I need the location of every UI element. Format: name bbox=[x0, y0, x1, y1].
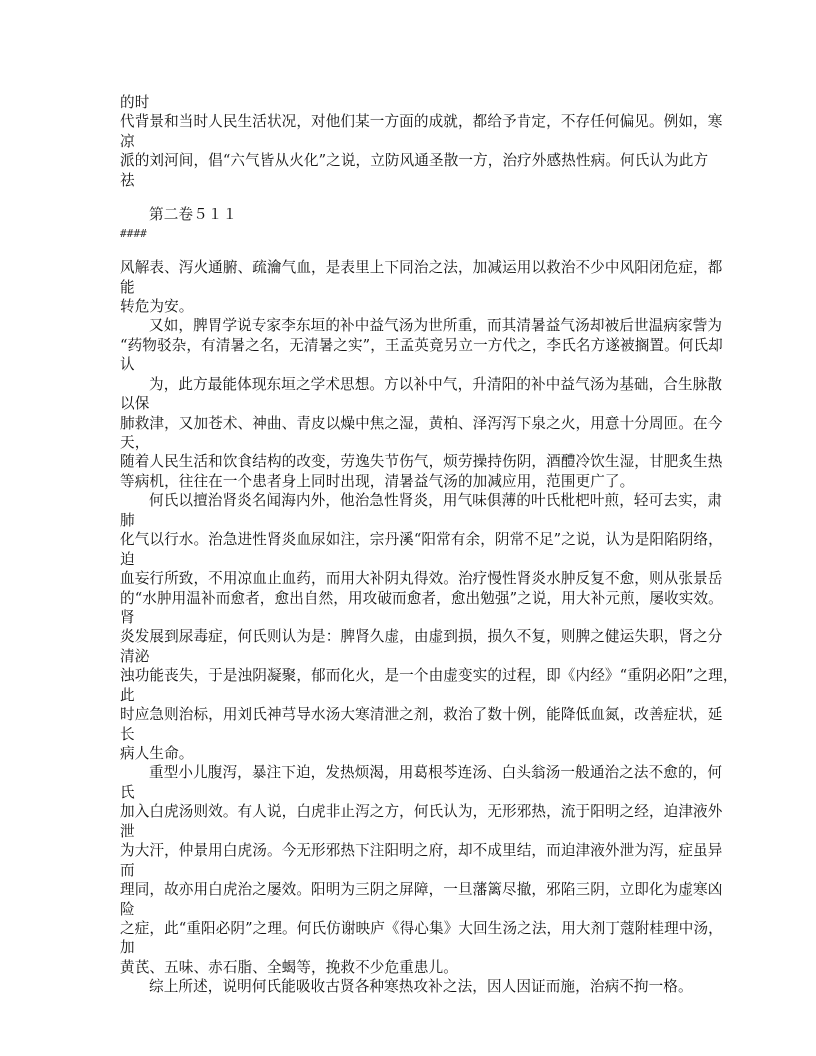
text-line: 险 bbox=[120, 900, 135, 918]
text-line: 为大汗，仲景用白虎汤。今无形邪热下注阳明之府，却不成里结，而迫津液外泄为泻，症虽异 bbox=[120, 842, 723, 860]
paragraph-start: 重型小儿腹泻，暴注下迫，发热烦渴，用葛根芩连汤、白头翁汤一般通治之法不愈的，何 bbox=[149, 764, 723, 782]
separator-marker: #### bbox=[120, 227, 147, 241]
text-line: “药物驳杂，有清暑之名，无清暑之实”，王孟英竟另立一方代之，李氏名方遂被搁置。何氏却 bbox=[120, 336, 723, 354]
text-line: 加入白虎汤则效。有人说，白虎非止泻之方，何氏认为，无形邪热，流于阳明之经，迫津液外 bbox=[120, 803, 723, 821]
text-line: 派的刘河间，倡“六气皆从火化”之说，立防风通圣散一方，治疗外感热性病。何氏认为此方 bbox=[120, 152, 709, 170]
text-line: 长 bbox=[120, 725, 135, 743]
text-line: 加 bbox=[120, 939, 135, 957]
text-line: 的时 bbox=[120, 94, 150, 111]
paragraph-start: 何氏以擅治肾炎名闻海内外，他治急性肾炎，用气味俱薄的叶氏枇杷叶煎，轻可去实，肃 bbox=[149, 492, 723, 510]
paragraph-start: 又如，脾胃学说专家李东垣的补中益气汤为世所重，而其清暑益气汤却被后世温病家訾为 bbox=[149, 317, 723, 335]
text-line: 认 bbox=[120, 356, 135, 374]
text-line: 迫 bbox=[120, 550, 135, 568]
paragraph-start: 综上所述，说明何氏能吸收古贤各种寒热攻补之法，因人因证而施，治病不拘一格。 bbox=[149, 978, 693, 996]
text-line: 肺救津，又加苍术、神曲、青皮以燥中焦之湿，黄柏、泽泻泻下泉之火，用意十分周匝。在今 bbox=[120, 414, 723, 432]
text-line: 血妄行所致，不用凉血止血药，而用大补阴丸得效。治疗慢性肾炎水肿反复不愈，则从张景岳 bbox=[120, 570, 723, 588]
text-line: 之症，此“重阳必阴”之理。何氏仿谢映庐《得心集》大回生汤之法，用大剂丁蔻附桂理中汤， bbox=[120, 919, 723, 937]
text-line: 清泌 bbox=[120, 647, 150, 665]
text-line: 理同，故亦用白虎治之屡效。阳明为三阴之屏障，一旦藩篱尽撤，邪陷三阴，立即化为虚寒凶 bbox=[120, 881, 723, 899]
text-line: 黄芪、五味、赤石脂、全蝎等，挽救不少危重患儿。 bbox=[120, 958, 458, 976]
text-line: 等病机，往往在一个患者身上同时出现，清暑益气汤的加减应用，范围更广了。 bbox=[120, 472, 635, 490]
page-header: 第二卷５１１ bbox=[149, 205, 238, 223]
text-line: 祛 bbox=[120, 171, 135, 189]
text-line: 肾 bbox=[120, 608, 135, 626]
text-line: 代背景和当时人民生活状况，对他们某一方面的成就，都给予肯定，不存任何偏见。例如，寒 bbox=[120, 113, 723, 131]
text-line: 天， bbox=[120, 434, 150, 451]
text-line: 为，此方最能体现东垣之学术思想。方以补中气，升清阳的补中益气汤为基础，合生脉散 bbox=[149, 375, 723, 393]
text-line: 病人生命。 bbox=[120, 745, 194, 762]
text-line: 氏 bbox=[120, 783, 135, 801]
text-line: 泄 bbox=[120, 822, 135, 840]
text-line: 随着人民生活和饮食结构的改变，劳逸失节伤气，烦劳操持伤阴，酒醴冷饮生湿，甘肥炙生热 bbox=[120, 453, 723, 471]
text-line: 炎发展到尿毒症，何氏则认为是：脾肾久虚，由虚到损，损久不复，则脾之健运失职，肾之分 bbox=[120, 628, 723, 646]
text-line: 浊功能丧失，于是浊阴凝聚，郁而化火，是一个由虚变实的过程，即《内经》“重阴必阳”之理， bbox=[120, 667, 738, 685]
text-line: 而 bbox=[120, 861, 135, 879]
text-line: 时应急则治标，用刘氏神芎导水汤大寒清泄之剂，救治了数十例，能降低血氮，改善症状，延 bbox=[120, 706, 723, 724]
text-line: 转危为安。 bbox=[120, 297, 194, 315]
document-page bbox=[120, 93, 738, 997]
text-line: 的“水肿用温补而愈者，愈出自然，用攻破而愈者，愈出勉强”之说，用大补元煎，屡收实效。 bbox=[120, 589, 723, 607]
text-line: 风解表、泻火通腑、疏瀹气血，是表里上下同治之法，加减运用以救治不少中风阳闭危症，都 bbox=[120, 259, 723, 277]
text-line: 凉 bbox=[120, 132, 135, 150]
text-line: 肺 bbox=[120, 511, 135, 529]
text-line: 化气以行水。治急进性肾炎血尿如注，宗丹溪“阳常有余，阴常不足”之说，认为是阳陷阴络， bbox=[120, 531, 723, 549]
text-line: 此 bbox=[120, 686, 135, 704]
text-line: 以保 bbox=[120, 395, 150, 413]
text-line: 能 bbox=[120, 278, 135, 296]
